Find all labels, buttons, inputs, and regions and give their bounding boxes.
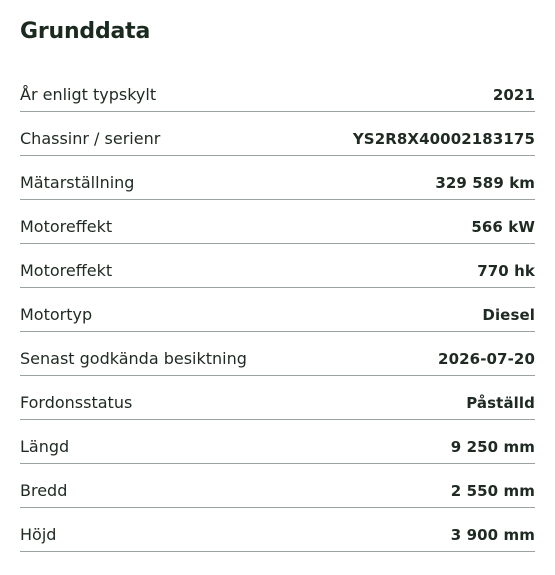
row-label: Mätarställning bbox=[20, 173, 135, 192]
row-value: 2021 bbox=[492, 86, 535, 104]
data-row-engine-type bbox=[20, 288, 535, 332]
row-value: 9 250 mm bbox=[450, 438, 535, 456]
row-label: Längd bbox=[20, 437, 70, 456]
row-value: 329 589 km bbox=[435, 174, 535, 192]
data-row-odometer bbox=[20, 156, 535, 200]
row-value: YS2R8X40002183175 bbox=[352, 130, 535, 148]
row-value: 566 kW bbox=[471, 218, 535, 236]
data-row-engine-power-kw bbox=[20, 200, 535, 244]
row-label: Fordonsstatus bbox=[20, 393, 133, 412]
row-value: Diesel bbox=[482, 306, 535, 324]
row-label: Höjd bbox=[20, 525, 57, 544]
row-label: Motoreffekt bbox=[20, 217, 113, 236]
data-row-width bbox=[20, 464, 535, 508]
row-value: 3 900 mm bbox=[450, 526, 535, 544]
row-value: 770 hk bbox=[477, 262, 535, 280]
data-row-height bbox=[20, 508, 535, 552]
data-row-vehicle-status bbox=[20, 376, 535, 420]
row-value: Påställd bbox=[466, 394, 535, 412]
row-label: Bredd bbox=[20, 481, 68, 500]
data-row-chassis-number bbox=[20, 112, 535, 156]
row-label: Motoreffekt bbox=[20, 261, 113, 280]
data-row-length bbox=[20, 420, 535, 464]
section-title: Grunddata bbox=[20, 19, 151, 44]
row-label: Motortyp bbox=[20, 305, 93, 324]
data-row-last-inspection bbox=[20, 332, 535, 376]
row-label: År enligt typskylt bbox=[20, 85, 157, 104]
data-list bbox=[20, 64, 535, 552]
data-row-year bbox=[20, 64, 535, 112]
row-value: 2 550 mm bbox=[450, 482, 535, 500]
row-value: 2026-07-20 bbox=[438, 350, 535, 368]
data-row-engine-power-hp bbox=[20, 244, 535, 288]
row-label: Senast godkända besiktning bbox=[20, 349, 247, 368]
row-label: Chassinr / serienr bbox=[20, 129, 161, 148]
